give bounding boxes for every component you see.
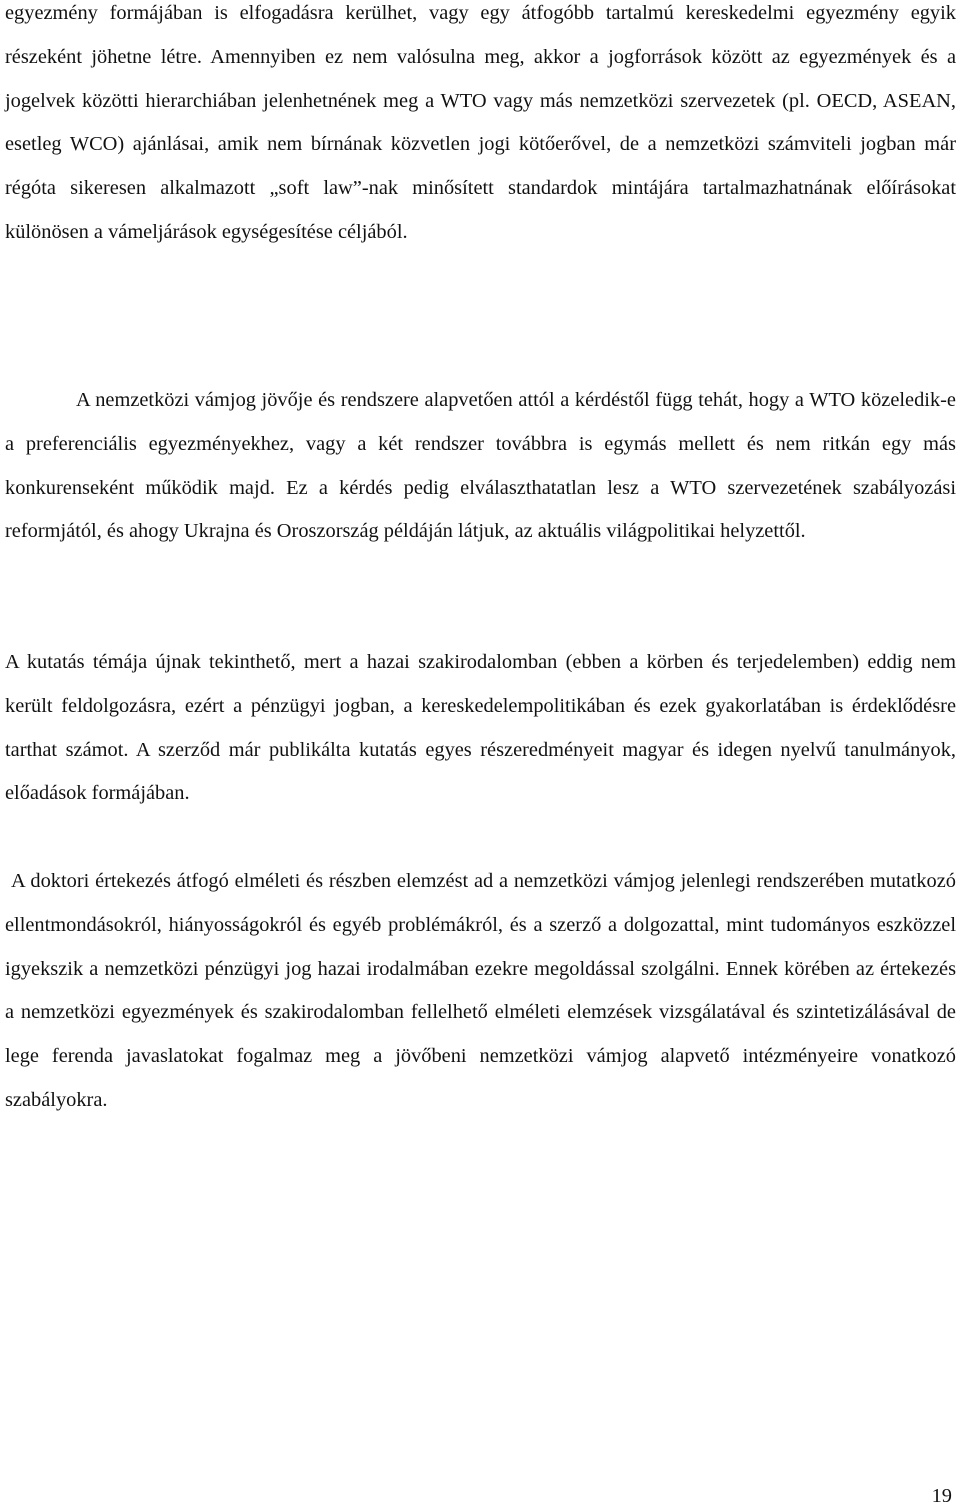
text-line: rendszerében mutatkozó ellentmondásokról, hiányosságokról és egyéb problémákról, és a	[5, 870, 956, 936]
text-line: szintetizálásával de lege ferenda javaslatokat fogalmaz meg a jövőbeni nemzetközi vámjog	[5, 1001, 956, 1068]
text-line: terjedelemben) eddig nem került feldolgozásra, ezért a pénzügyi jogban, a	[5, 651, 956, 717]
page-number: 19	[931, 1485, 952, 1507]
text-line: irodalmában ezekre megoldással szolgálni. Ennek körében az értekezés a nemzetközi	[5, 957, 956, 1024]
text-line: szerző a dolgozattal, mint tudományos eszközzel igyekszik a nemzetközi pénzügyi jog hazai	[5, 913, 956, 980]
text-line: alapvető intézményeire vonatkozó szabályokra.	[5, 1045, 956, 1111]
text-line: (pl. OECD, ASEAN, esetleg WCO) ajánlásai, amik nem bírnának közvetlen jogi kötőerővel,	[5, 89, 956, 156]
text-line: egyezmény formájában is elfogadásra kerülhet, vagy egy átfogóbb tartalmú kereskedelmi	[5, 2, 795, 24]
text-line: de a nemzetközi számviteli jogban már régóta sikeresen alkalmazott „soft law”-nak minősített	[5, 133, 956, 200]
text-line: standardok mintájára tartalmazhatnának előírásokat különösen a vámeljárások egységesítése	[5, 177, 956, 243]
text-line: Amennyiben ez nem valósulna meg, akkor a jogforrások között az egyezmények és a	[210, 45, 957, 68]
text-line: a WTO közeledik-e a preferenciális egyezményekhez, vagy a két rendszer továbbra is egymás	[5, 389, 956, 455]
paragraph-2	[5, 379, 956, 554]
text-line: kereskedelempolitikában és ezek gyakorlatában is érdeklődésre tarthat számot. A szerződ már	[5, 694, 956, 761]
text-line: egyezmények és szakirodalomban fellelhető elméleti elemzések vizsgálatával és	[121, 1001, 790, 1024]
paragraph-3	[5, 641, 956, 816]
paragraph-4	[5, 860, 956, 1123]
text-line: jogelvek közötti hierarchiában jelenhetnének meg a WTO vagy más nemzetközi szervezetek	[5, 89, 776, 112]
text-line: A nemzetközi vámjog jövője és rendszere alapvetően attól a kérdéstől függ tehát, hogy	[76, 389, 790, 411]
text-line: A kutatás témája újnak tekinthető, mert a hazai szakirodalomban (ebben a körben és	[5, 651, 729, 673]
text-line: egyezmény egyik részeként jöhetne létre.	[5, 2, 956, 68]
text-line: céljából.	[337, 220, 408, 243]
text-line: mellett és nem ritkán egy más konkurenseként működik majd. Ez a kérdés pedig	[5, 432, 956, 499]
text-line: formájában.	[91, 782, 190, 805]
text-line: Oroszország példáján látjuk, az aktuális világpolitikai helyzettől.	[276, 520, 806, 543]
paragraph-1	[5, 0, 956, 255]
text-line: publikálta kutatás egyes részeredményeit magyar és idegen nyelvű tanulmányok, előadások	[5, 738, 956, 805]
text-line: elválaszthatatlan lesz a WTO szervezetének szabályozási reformjától, és ahogy Ukrajna és	[5, 476, 956, 543]
text-line: A doktori értekezés átfogó elméleti és részben elemzést ad a nemzetközi vámjog jelenlegi	[11, 870, 751, 892]
